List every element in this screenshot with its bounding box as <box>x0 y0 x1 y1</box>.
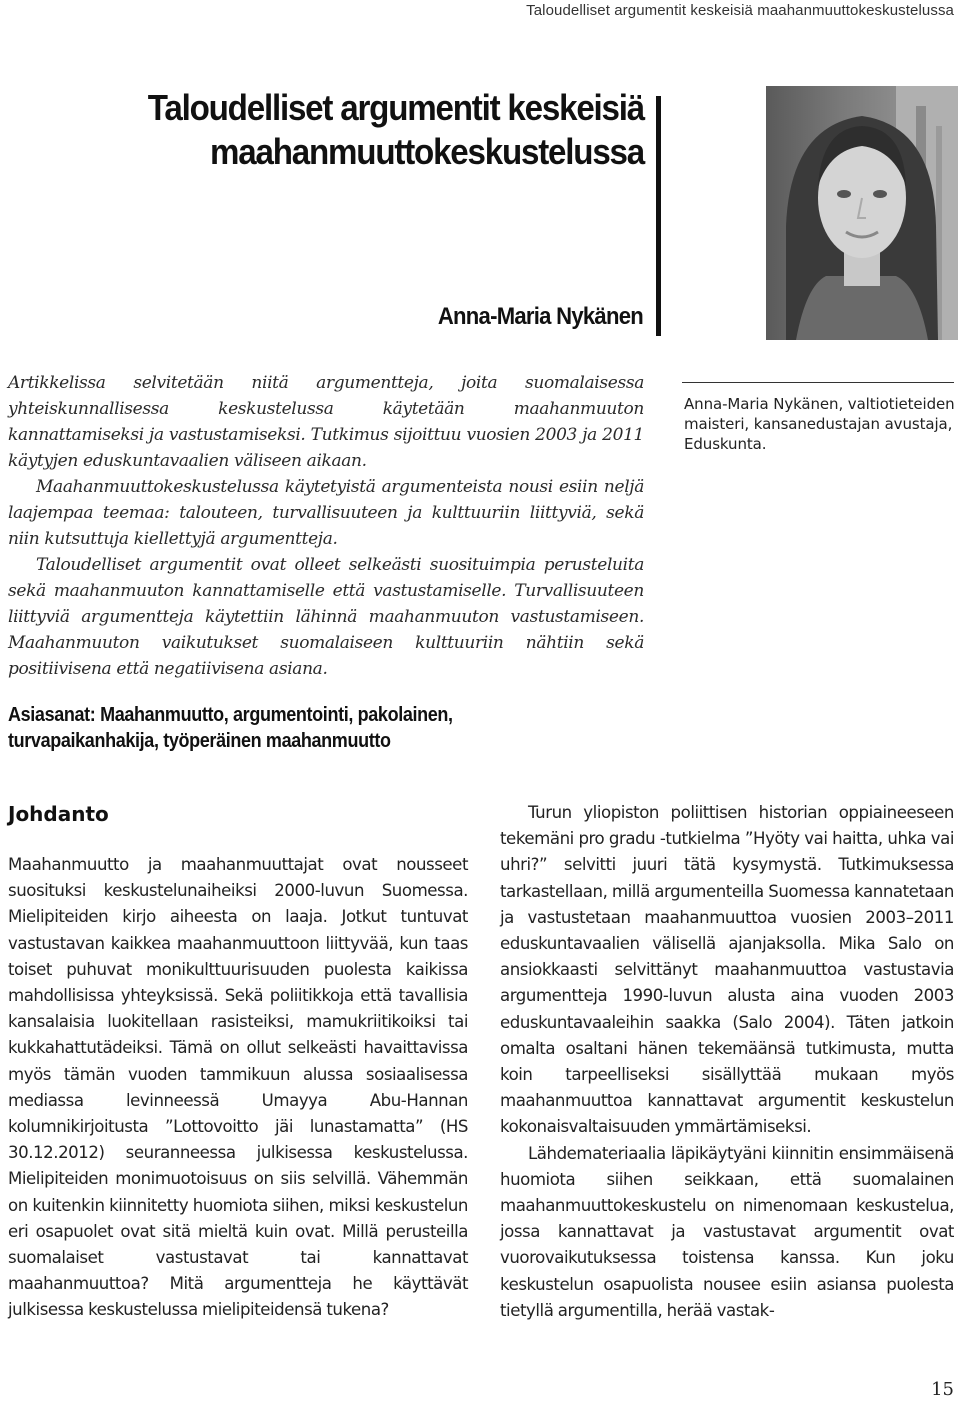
article-title <box>88 86 644 174</box>
abstract <box>8 370 644 682</box>
section-title: Johdanto <box>8 802 109 826</box>
keywords: Asiasanat: Maahanmuutto, argumentointi, pakolainen, turvapaikanhakija, työperäinen maahanmuutto <box>8 704 453 752</box>
abstract-paragraph: Taloudelliset argumentit ovat olleet selkeästi suosituimpia perusteluita sekä maahanmuuton kannattamiselle että vastustamiselle. Turvallisuuteen liittyviä argumentteja käytettiin lähinnä maahanmuuton vastustamiseen. Maahanmuuton vaikutukset suomalaiseen kulttuuriin nähtiin sekä positiivisena että negatiivisena asiana. <box>8 555 644 679</box>
bio-divider <box>682 382 954 383</box>
page-number: 15 <box>931 1379 954 1400</box>
body-column-left <box>8 852 468 1324</box>
body-paragraph: Turun yliopiston poliittisen historian oppiaineeseen tekemäni pro gradu -tutkielma ”Hyöty vai haitta, uhka vai uhri?” selvitti juuri tätä kysymystä. Tutkimuksessa tarkastellaan, millä argumenteilla Suomessa kannatetaan ja vastustetaan maahanmuuttoa vuosien 2003–2011 eduskuntavaalien välisellä ajanjaksolla. Mika Salo on ansiokkaasti selvittänyt maahanmuuttoa vastustavia argumentteja 1990-luvun alusta aina vuoden 2003 eduskuntavaaleihin saakka (Salo 2004). Täten jatkoin omalta osaltani hänen tekemäänsä tutkimusta, mutta koin tarpeelliseksi sisällyttää mukaan myös maahanmuuttoa kannattavat argumentit keskustelun kokonaisvaltaisuuden ymmärtämiseksi. <box>500 803 954 1137</box>
abstract-paragraph: Artikkelissa selvitetään niitä argumentteja, joita suomalaisessa yhteiskunnallisessa keskustelussa käytetään maahanmuuton kannattamiseksi ja vastustamiseksi. Tutkimus sijoittuu vuosien 2003 ja 2011 käytyjen eduskuntavaalien väliseen aikaan. <box>8 373 644 471</box>
title-line-2: maahanmuuttokeskustelussa <box>210 131 644 172</box>
author-bio: Anna-Maria Nykänen, valtiotieteiden maisteri, kansanedustajan avustaja, Eduskunta. <box>684 395 955 453</box>
body-column-right <box>500 800 954 1324</box>
abstract-paragraph: Maahanmuuttokeskustelussa käytetyistä argumenteista nousi esiin neljä laajempaa teemaa: talouteen, turvallisuuteen ja kulttuuriin liittyviä, sekä niin kutsuttuja kiellettyjä argumentteja. <box>8 477 644 549</box>
title-divider <box>656 96 661 336</box>
author-portrait-icon <box>766 86 958 340</box>
body-paragraph: Lähdemateriaalia läpikäytyäni kiinnitin ensimmäisenä huomiota siihen seikkaan, että suomalainen maahanmuuttokeskustelu on nimenomaan keskustelua, jossa kannattavat ja vastustavat argumentit ovat vuorovaikutuksessa toistensa kanssa. Kun joku keskustelun osapuolista nousee esiin asiansa puolesta tietyllä argumentilla, herää vastak- <box>500 1143 954 1320</box>
running-head: Taloudelliset argumentit keskeisiä maahanmuuttokeskustelussa <box>526 2 954 19</box>
author-name: Anna-Maria Nykänen <box>437 303 643 330</box>
title-line-1: Taloudelliset argumentit keskeisiä <box>147 87 644 128</box>
body-paragraph: Maahanmuutto ja maahanmuuttajat ovat nousseet suosituksi keskustelunaiheiksi 2000-luvun Suomessa. Mielipiteiden kirjo aiheesta on laaja. Jotkut tuntuvat vastustavan kaikkea maahanmuuttoon liittyvää, kun taas toiset puhuvat monikulttuurisuuden puolesta kaikissa mahdollisissa yhteyksissä. Sekä poliitikkoja että tavallisia kansalaisia luokitellaan rasisteiksi, mamukriitikoiksi tai kukkahattutädeiksi. Tämä on ollut selkeästi havaittavissa myös tämän vuoden tammikuun alussa sosiaalisessa mediassa levinneessä Umayya Abu-Hannan kolumnikirjoitusta ”Lottovoitto jäi lunastamatta” (HS 30.12.2012) seuranneessa julkisessa keskustelussa. Mielipiteiden monimuotoisuus on siis selvillä. Vähemmän on kuitenkin kiinnitetty huomiota siihen, miksi keskustelun eri osapuolet ovat sitä mieltä kuin ovat. Millä perusteilla suomalaiset vastustavat tai kannattavat maahanmuuttoa? Mitä argumentteja he käyttävät julkisessa keskustelussa mielipiteidensä tukena? <box>8 855 468 1320</box>
